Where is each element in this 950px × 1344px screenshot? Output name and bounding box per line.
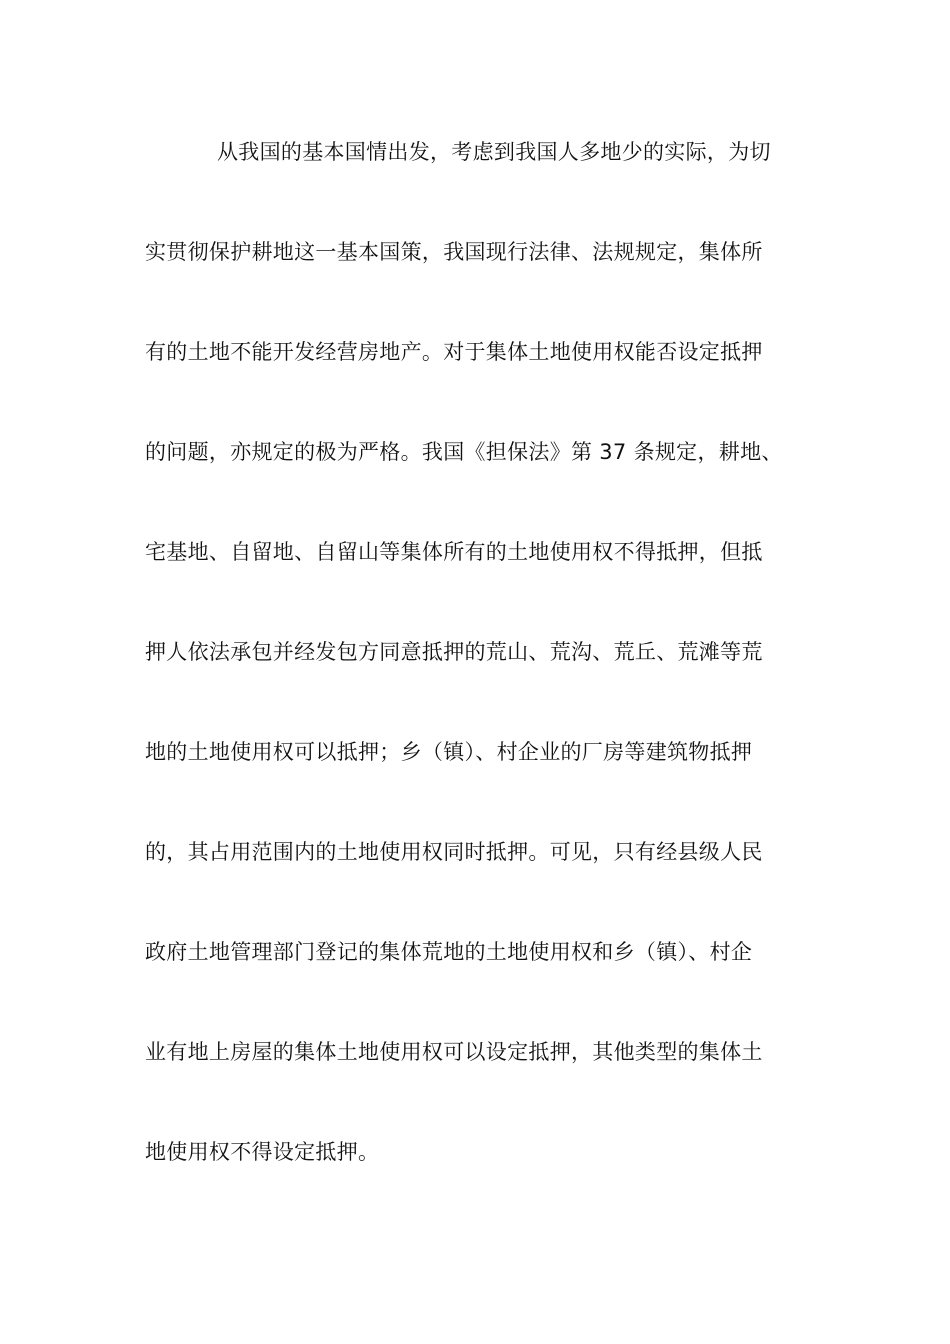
text-line: 宅基地、自留地、自留山等集体所有的土地使用权不得抵押，但抵 [145, 540, 763, 564]
text-line: 从我国的基本国情出发，考虑到我国人多地少的实际，为切 [217, 140, 771, 164]
text-line: 地使用权不得设定抵押。 [145, 1140, 380, 1164]
text-line: 政府土地管理部门登记的集体荒地的土地使用权和乡（镇）、村企 [145, 940, 753, 964]
text-line: 地的土地使用权可以抵押；乡（镇）、村企业的厂房等建筑物抵押 [145, 740, 753, 764]
text-line: 的问题，亦规定的极为严格。我国《担保法》第 37 条规定，耕地、 [145, 440, 783, 464]
text-line: 的，其占用范围内的土地使用权同时抵押。可见，只有经县级人民 [145, 840, 763, 864]
body-paragraph [145, 127, 810, 1227]
text-line: 押人依法承包并经发包方同意抵押的荒山、荒沟、荒丘、荒滩等荒 [145, 640, 763, 664]
text-line: 有的土地不能开发经营房地产。对于集体土地使用权能否设定抵押 [145, 340, 763, 364]
text-line: 业有地上房屋的集体土地使用权可以设定抵押，其他类型的集体土 [145, 1040, 763, 1064]
text-line: 实贯彻保护耕地这一基本国策，我国现行法律、法规规定，集体所 [145, 240, 763, 264]
